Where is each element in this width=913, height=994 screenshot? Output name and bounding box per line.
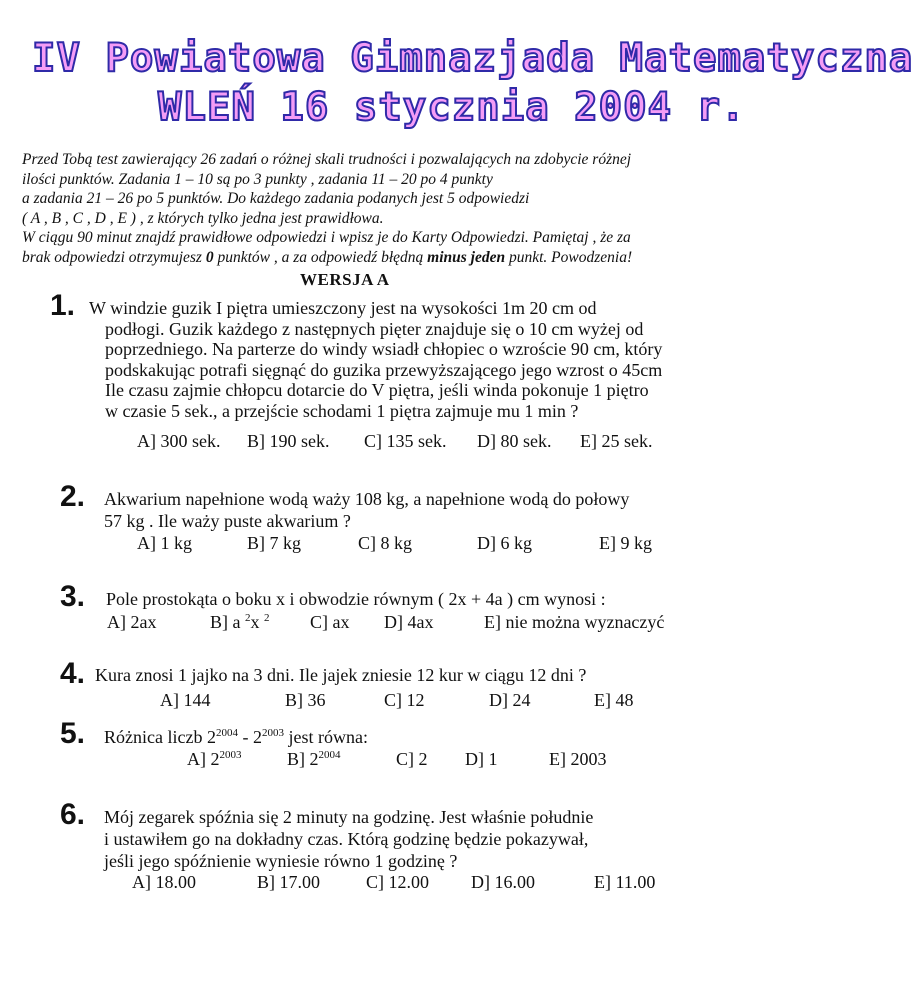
intro-instructions xyxy=(22,150,632,268)
answer-option: B] 17.00 xyxy=(257,872,320,892)
question-text: podskakując potrafi sięgnąć do guzika przewyższającego jego wzrost o 45cm xyxy=(105,359,663,380)
question-text: W windzie guzik I piętra umieszczony jest na wysokości 1m 20 cm od xyxy=(89,298,597,318)
answer-option: E] 2003 xyxy=(549,749,607,769)
question-number: 6. xyxy=(60,798,86,831)
date-title: WLEŃ 16 stycznia 2004 r. xyxy=(158,85,746,130)
answer-option: D] 24 xyxy=(489,690,531,710)
competition-title: IV Powiatowa Gimnazjada Matematyczna xyxy=(32,36,913,81)
question-text: Ile czasu zajmie chłopcu dotarcie do V piętra, jeśli winda pokonuje 1 piętro xyxy=(105,380,649,400)
intro-line: brak odpowiedzi otrzymujesz 0 punktów , a za odpowiedź błędną minus jeden punkt. Powodzenia! xyxy=(22,248,633,266)
intro-line: ( A , B , C , D , E ) , z których tylko jedna jest prawidłowa. xyxy=(22,209,384,227)
answer-option: E] 48 xyxy=(594,690,634,710)
answer-option: B] 36 xyxy=(285,690,326,710)
question-text: jeśli jego spóźnienie wyniesie równo 1 godzinę ? xyxy=(104,851,458,871)
answer-option: A] $2^{2003}$ xyxy=(187,749,242,769)
answer-option: C] 12.00 xyxy=(366,872,429,892)
question-number: 1. xyxy=(50,289,76,322)
intro-line: Przed Tobą test zawierający 26 zadań o różnej skali trudności i pozwalających na zdobycie różnej xyxy=(22,151,632,168)
version-label: WERSJA A xyxy=(300,270,390,289)
question-number: 3. xyxy=(60,580,86,613)
answer-option: A] 18.00 xyxy=(132,872,196,892)
answer-option: C] 8 kg xyxy=(358,533,412,553)
question-text: Pole prostokąta o boku x i obwodzie równym ( 2x + 4a ) cm wynosi : xyxy=(106,589,606,609)
question-text: Mój zegarek spóźnia się 2 minuty na godzinę. Jest właśnie południe xyxy=(104,807,594,827)
answer-option: E] nie można wyznaczyć xyxy=(484,612,665,632)
question-text: poprzedniego. Na parterze do windy wsiadł chłopiec o wzroście 90 cm, który xyxy=(105,339,663,359)
answer-option: C] 135 sek. xyxy=(364,431,447,451)
answer-option: C] ax xyxy=(310,612,350,632)
answer-option: D] 1 xyxy=(465,749,498,769)
answer-option: A] 300 sek. xyxy=(137,431,221,451)
answer-option: D] 6 kg xyxy=(477,533,532,553)
answer-option: B] a $^2$x $^2$ xyxy=(210,612,270,632)
answer-option: C] 2 xyxy=(396,749,428,769)
answer-option: B] 7 kg xyxy=(247,533,301,553)
question-number: 4. xyxy=(60,657,86,690)
intro-line: ilości punktów. Zadania 1 – 10 są po 3 punkty , zadania 11 – 20 po 4 punkty xyxy=(22,170,493,188)
answer-option: A] 1 kg xyxy=(137,533,192,553)
question-text: i ustawiłem go na dokładny czas. Którą godzinę będzie pokazywał, xyxy=(104,829,589,849)
answer-option: B] $2^{2004}$ xyxy=(287,749,341,769)
question-text: w czasie 5 sek., a przejście schodami 1 piętra zajmuje mu 1 min ? xyxy=(105,400,579,421)
question-text: Akwarium napełnione wodą waży 108 kg, a napełnione wodą do połowy xyxy=(104,489,630,509)
intro-line: a zadania 21 – 26 po 5 punktów. Do każdego zadania podanych jest 5 odpowiedzi xyxy=(22,190,530,208)
question-text: Kura znosi 1 jajko na 3 dni. Ile jajek zniesie 12 kur w ciągu 12 dni ? xyxy=(95,665,587,685)
question-number: 2. xyxy=(60,480,86,513)
answer-option: B] 190 sek. xyxy=(247,431,330,451)
intro-line: W ciągu 90 minut znajdź prawidłowe odpowiedzi i wpisz je do Karty Odpowiedzi. Pamiętaj , że za xyxy=(22,229,631,247)
question-text: Różnica liczb $2^{2004} - 2^{2003}$ jest równa: xyxy=(104,727,368,747)
answer-option: D] 16.00 xyxy=(471,872,535,892)
answer-option: E] 9 kg xyxy=(599,533,652,553)
question-text: podłogi. Guzik każdego z następnych pięter znajduje się o 10 cm wyżej od xyxy=(105,318,644,339)
answer-option: D] 4ax xyxy=(384,612,434,632)
answer-option: C] 12 xyxy=(384,690,425,710)
answer-option: E] 25 sek. xyxy=(580,431,653,451)
question-number: 5. xyxy=(60,717,86,750)
minus-one: minus jeden xyxy=(427,248,506,266)
answer-option: A] 144 xyxy=(160,690,211,710)
answer-option: A] 2ax xyxy=(107,612,157,632)
answer-option: E] 11.00 xyxy=(594,872,656,892)
zero-points: 0 xyxy=(205,248,214,266)
question-text: 57 kg . Ile waży puste akwarium ? xyxy=(104,511,351,531)
answer-option: D] 80 sek. xyxy=(477,431,552,451)
